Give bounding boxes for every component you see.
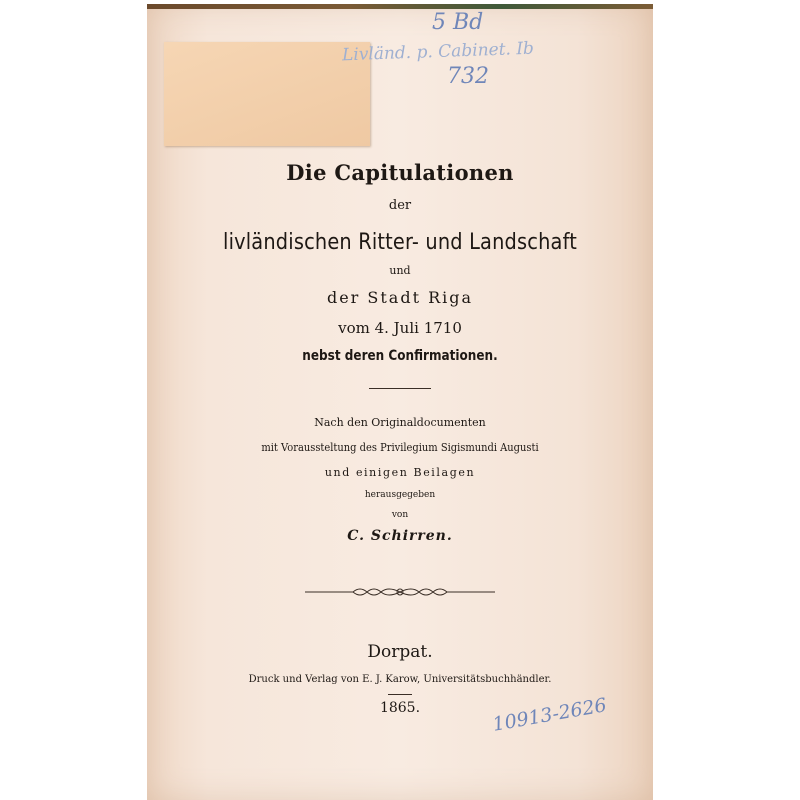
publisher-line: Druck und Verlag von E. J. Karow, Universitätsbuchhändler. bbox=[248, 674, 552, 685]
divider-rule bbox=[369, 388, 431, 389]
editor-prefix-1: herausgegeben bbox=[364, 490, 436, 500]
handwritten-note-top: 5 Bd bbox=[432, 10, 484, 35]
short-rule bbox=[388, 694, 412, 695]
source-line-1: Nach den Originaldocumenten bbox=[314, 416, 486, 429]
editor-name: C. Schirren. bbox=[347, 528, 453, 544]
handwritten-shelf-number: 732 bbox=[447, 64, 489, 89]
ornament-rule-icon bbox=[305, 582, 495, 602]
book-subject: livländischen Ritter- und Landschaft bbox=[223, 230, 577, 255]
source-line-2: mit Voraussteltung des Privilegium Sigismundi Augusti bbox=[261, 441, 539, 454]
book-addendum: nebst deren Confirmationen. bbox=[302, 348, 498, 364]
editor-prefix-2: von bbox=[391, 510, 409, 520]
title-connector-und: und bbox=[389, 264, 411, 277]
title-page bbox=[147, 4, 653, 800]
title-connector-der: der bbox=[388, 198, 412, 213]
handwritten-note-faint: Livländ. p. Cabinet. Ib bbox=[341, 38, 535, 66]
handwritten-note-bottom: 10913-2626 bbox=[490, 694, 609, 736]
publication-year: 1865. bbox=[379, 700, 421, 716]
binding-edge bbox=[147, 4, 653, 9]
library-sticker bbox=[164, 42, 370, 146]
book-city: der Stadt Riga bbox=[326, 288, 474, 307]
source-line-3: und einigen Beilagen bbox=[324, 466, 476, 479]
book-title: Die Capitulationen bbox=[286, 160, 514, 185]
book-date: vom 4. Juli 1710 bbox=[338, 319, 462, 337]
publication-place: Dorpat. bbox=[367, 642, 433, 662]
